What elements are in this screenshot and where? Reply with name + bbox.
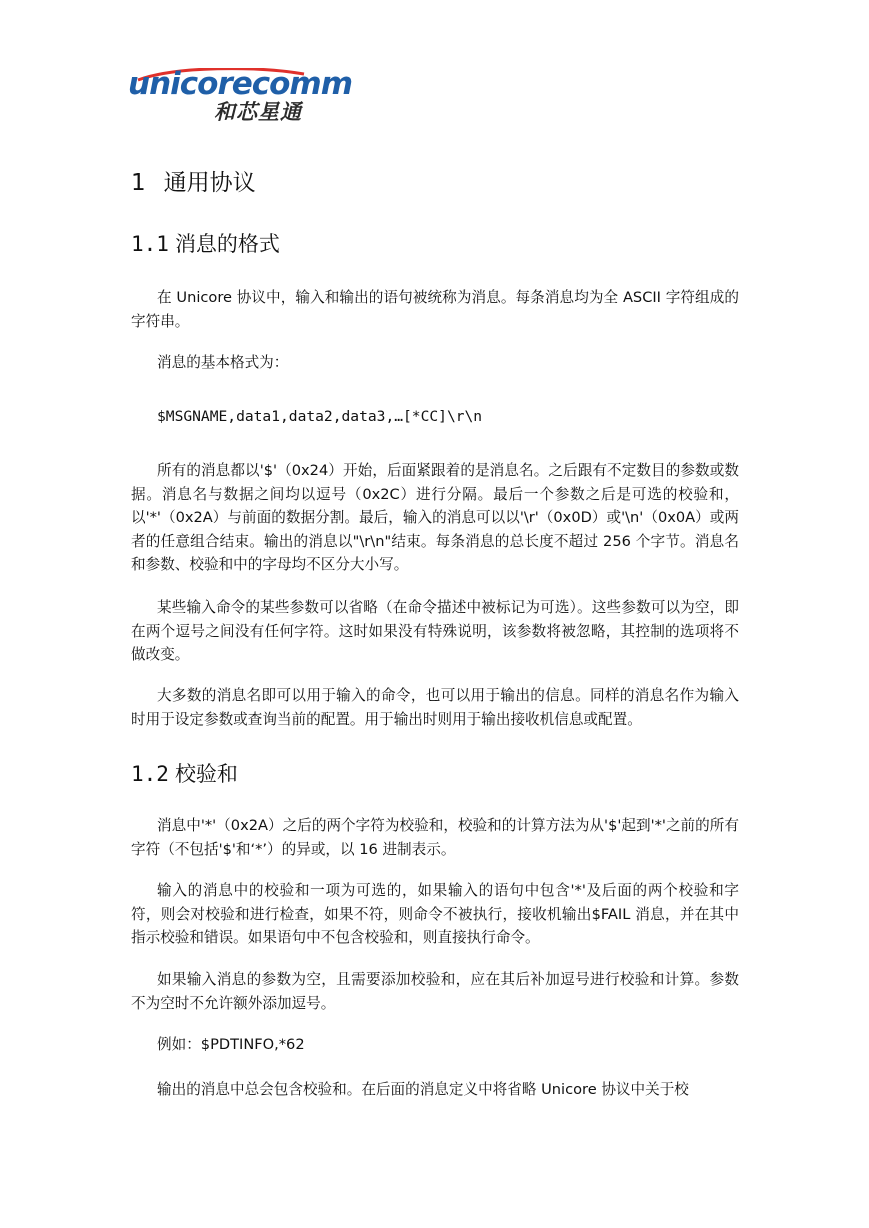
paragraph-optional-params: 某些输入命令的某些参数可以省略（在命令描述中被标记为可选）。这些参数可以为空，即在两个逗号之间没有任何字符。这时如果没有特殊说明，该参数将被忽略，其控制的选项将不做改变。: [131, 599, 739, 663]
section-1-2-heading: [131, 758, 238, 788]
paragraph-output-checksum: 输出的消息中总会包含校验和。在后面的消息定义中将省略 Unicore 协议中关于校: [157, 1081, 689, 1098]
message-format-example: $MSGNAME,data1,data2,data3,…[*CC]\r\n: [157, 408, 483, 425]
logo-chinese-name: 和芯星通: [214, 100, 302, 124]
paragraph-intro: 在 Unicore 协议中，输入和输出的语句被统称为消息。每条消息均为全 ASCII 字符组成的字符串。: [131, 289, 739, 330]
paragraph-message-names: 大多数的消息名即可以用于输入的命令，也可以用于输出的信息。同样的消息名作为输入时用于设定参数或查询当前的配置。用于输出时则用于输出接收机信息或配置。: [131, 687, 739, 728]
paragraph-empty-params: 如果输入消息的参数为空，且需要添加校验和，应在其后补加逗号进行校验和计算。参数不为空时不允许额外添加逗号。: [131, 971, 739, 1012]
section-title: 消息的格式: [174, 232, 280, 256]
paragraph-checksum-input: 输入的消息中的校验和一项为可选的，如果输入的语句中包含'*'及后面的两个校验和字符，则会对校验和进行检查，如果不符，则命令不被执行，接收机输出$FAIL 消息，并在其中指示校验和错误。如果语句中不包含校验和，则直接执行命令。: [131, 882, 739, 946]
section-title: 通用协议: [163, 170, 256, 196]
paragraph-checksum-definition: 消息中'*'（0x2A）之后的两个字符为校验和，校验和的计算方法为从'$'起到'*'之前的所有字符（不包括'$'和‘*’）的异或，以 16 进制表示。: [131, 817, 739, 858]
paragraph-format-label: 消息的基本格式为：: [157, 354, 289, 371]
paragraph-message-structure: 所有的消息都以'$'（0x24）开始，后面紧跟着的是消息名。之后跟有不定数目的参数或数据。消息名与数据之间均以逗号（0x2C）进行分隔。最后一个参数之后是可选的校验和，以'*'（0x2A）与前面的数据分割。最后，输入的消息可以以'\r'（0x0D）或'\n'（0x0A）或两者的任意组合结束。输出的消息以"\r\n"结束。每条消息的总长度不超过 256 个字节。消息名和参数、校验和中的字母均不区分大小写。: [131, 462, 739, 573]
logo-wordmark: unicorecomm: [128, 66, 353, 102]
section-1-1-heading: [131, 228, 280, 258]
section-1-heading: [131, 164, 256, 197]
section-number: 1: [131, 170, 146, 196]
section-number: 1.1: [131, 232, 169, 256]
section-number: 1.2: [131, 762, 169, 786]
section-title: 校验和: [174, 762, 238, 786]
paragraph-example: 例如：$PDTINFO,*62: [157, 1036, 305, 1053]
unicorecomm-logo: [128, 66, 353, 126]
